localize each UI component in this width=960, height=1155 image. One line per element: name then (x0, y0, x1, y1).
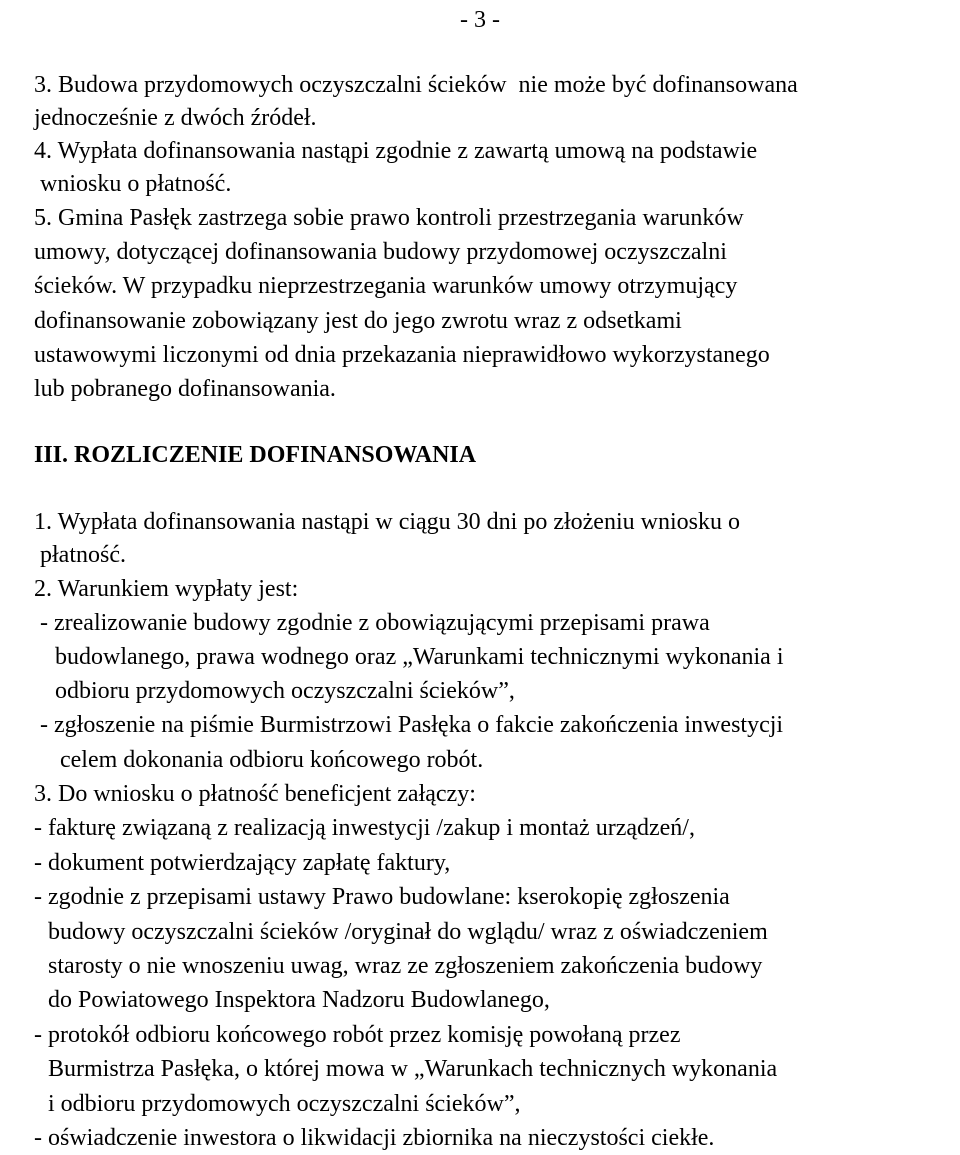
list-item: - protokół odbioru końcowego robót przez komisję powołaną przez (34, 1022, 681, 1048)
page-number: - 3 - (460, 7, 500, 33)
paragraph-line: wniosku o płatność. (40, 171, 232, 197)
paragraph-line: 2. Warunkiem wypłaty jest: (34, 576, 299, 602)
paragraph-line: 4. Wypłata dofinansowania nastąpi zgodnie z zawartą umową na podstawie (34, 138, 758, 164)
paragraph-line: 3. Budowa przydomowych oczyszczalni ścieków nie może być dofinansowana (34, 72, 798, 98)
paragraph-line: 5. Gmina Pasłęk zastrzega sobie prawo kontroli przestrzegania warunków (34, 205, 744, 231)
list-item: - zgłoszenie na piśmie Burmistrzowi Pasłęka o fakcie zakończenia inwestycji (40, 712, 784, 738)
paragraph-line: umowy, dotyczącej dofinansowania budowy przydomowej oczyszczalni (34, 239, 727, 265)
list-item-continuation: odbioru przydomowych oczyszczalni ścieków”, (55, 678, 515, 704)
list-item-continuation: celem dokonania odbioru końcowego robót. (60, 747, 484, 773)
paragraph-line: jednocześnie z dwóch źródeł. (34, 105, 317, 131)
list-item-continuation: starosty o nie wnoszeniu uwag, wraz ze zgłoszeniem zakończenia budowy (48, 953, 763, 979)
list-item: - fakturę związaną z realizacją inwestycji /zakup i montaż urządzeń/, (34, 815, 695, 841)
list-item-continuation: budowlanego, prawa wodnego oraz „Warunkami technicznymi wykonania i (55, 644, 784, 670)
paragraph-line: dofinansowanie zobowiązany jest do jego zwrotu wraz z odsetkami (34, 308, 682, 334)
list-item-continuation: Burmistrza Pasłęka, o której mowa w „Warunkach technicznych wykonania (48, 1056, 778, 1082)
paragraph-line: płatność. (40, 542, 126, 568)
paragraph-line: 1. Wypłata dofinansowania nastąpi w ciągu 30 dni po złożeniu wniosku o (34, 509, 740, 535)
paragraph-line: lub pobranego dofinansowania. (34, 376, 336, 402)
paragraph-line: ścieków. W przypadku nieprzestrzegania warunków umowy otrzymujący (34, 273, 738, 299)
list-item-continuation: i odbioru przydomowych oczyszczalni ścieków”, (48, 1091, 521, 1117)
paragraph-line: ustawowymi liczonymi od dnia przekazania nieprawidłowo wykorzystanego (34, 342, 770, 368)
list-item: - zrealizowanie budowy zgodnie z obowiązującymi przepisami prawa (40, 610, 710, 636)
list-item: - dokument potwierdzający zapłatę faktury, (34, 850, 451, 876)
list-item-continuation: do Powiatowego Inspektora Nadzoru Budowlanego, (48, 987, 550, 1013)
list-item: - oświadczenie inwestora o likwidacji zbiornika na nieczystości ciekłe. (34, 1125, 715, 1151)
paragraph-line: 3. Do wniosku o płatność beneficjent załączy: (34, 781, 476, 807)
list-item-continuation: budowy oczyszczalni ścieków /oryginał do wglądu/ wraz z oświadczeniem (48, 919, 768, 945)
section-heading: III. ROZLICZENIE DOFINANSOWANIA (34, 442, 477, 468)
list-item: - zgodnie z przepisami ustawy Prawo budowlane: kserokopię zgłoszenia (34, 884, 730, 910)
